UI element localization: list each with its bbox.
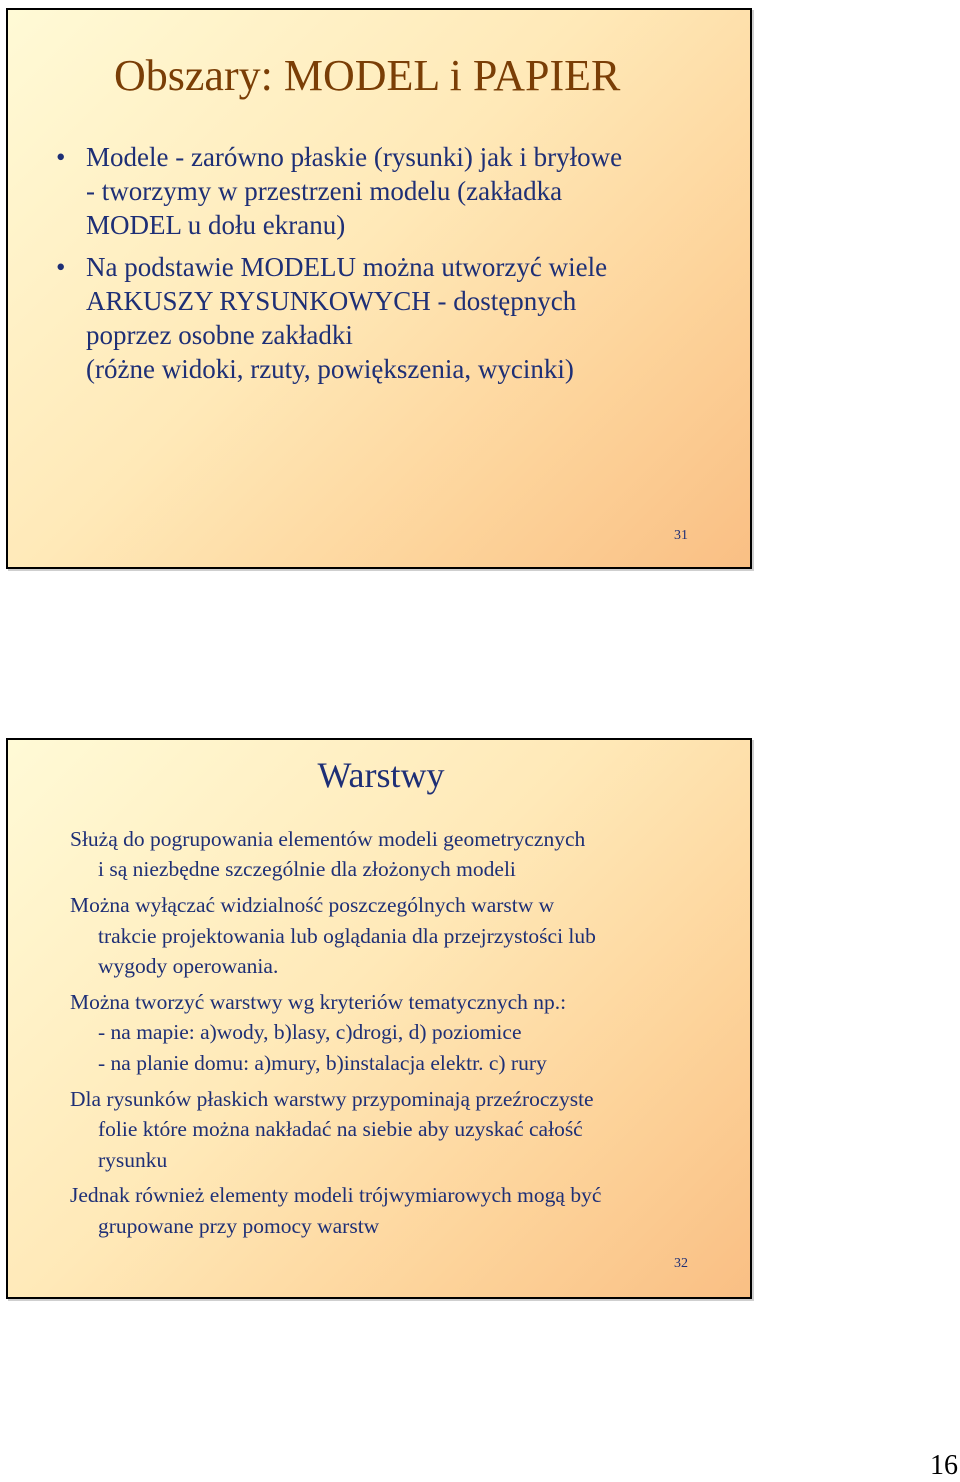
bullet-list: [56, 140, 736, 394]
slide-body: [70, 824, 730, 1247]
text-line: ARKUSZY RYSUNKOWYCH - dostępnych: [86, 286, 577, 316]
slide-title: Warstwy: [317, 755, 445, 795]
text-line: Dla rysunków płaskich warstwy przypominają przeźroczyste: [70, 1086, 594, 1111]
paragraph: [70, 987, 730, 1078]
text-line: - na mapie: a)wody, b)lasy, c)drogi, d) poziomice: [98, 1020, 522, 1045]
text-line: Na podstawie MODELU można utworzyć wiele: [86, 252, 608, 282]
slide-number: 32: [674, 1256, 688, 1271]
text-line: (różne widoki, rzuty, powiększenia, wycinki): [86, 354, 574, 384]
paragraph: [70, 824, 730, 885]
text-line: grupowane przy pomocy warstw: [98, 1213, 380, 1238]
page-number: 16: [930, 1450, 958, 1481]
text-line: - na planie domu: a)mury, b)instalacja elektr. c) rury: [98, 1050, 547, 1075]
slide-31: [6, 8, 752, 569]
text-line: Jednak również elementy modeli trójwymiarowych mogą być: [70, 1183, 602, 1208]
list-item: [56, 250, 736, 386]
text-line: i są niezbędne szczególnie dla złożonych modeli: [98, 857, 516, 882]
text-line: trakcie projektowania lub oglądania dla przejrzystości lub: [98, 923, 596, 948]
text-line: Można wyłączać widzialność poszczególnych warstw w: [70, 893, 555, 918]
text-line: MODEL u dołu ekranu): [86, 210, 346, 240]
bullet-icon: •: [56, 252, 66, 282]
slide-number: 31: [674, 528, 688, 543]
text-line: Modele - zarówno płaskie (rysunki) jak i bryłowe: [86, 142, 623, 172]
text-line: rysunku: [98, 1147, 168, 1172]
text-line: poprzez osobne zakładki: [86, 320, 353, 350]
slide-title: Obszary: MODEL i PAPIER: [114, 51, 621, 100]
text-line: Służą do pogrupowania elementów modeli geometrycznych: [70, 827, 586, 851]
list-item: [56, 140, 736, 242]
paragraph: [70, 890, 730, 981]
paragraph: [70, 1084, 730, 1175]
paragraph: [70, 1180, 730, 1241]
text-line: Można tworzyć warstwy wg kryteriów tematycznych np.:: [70, 990, 567, 1015]
text-line: folie które można nakładać na siebie aby uzyskać całość: [98, 1117, 583, 1142]
slide-32: [6, 738, 752, 1299]
text-line: - tworzymy w przestrzeni modelu (zakładka: [86, 176, 563, 206]
text-line: wygody operowania.: [98, 954, 279, 979]
bullet-icon: •: [56, 142, 66, 172]
